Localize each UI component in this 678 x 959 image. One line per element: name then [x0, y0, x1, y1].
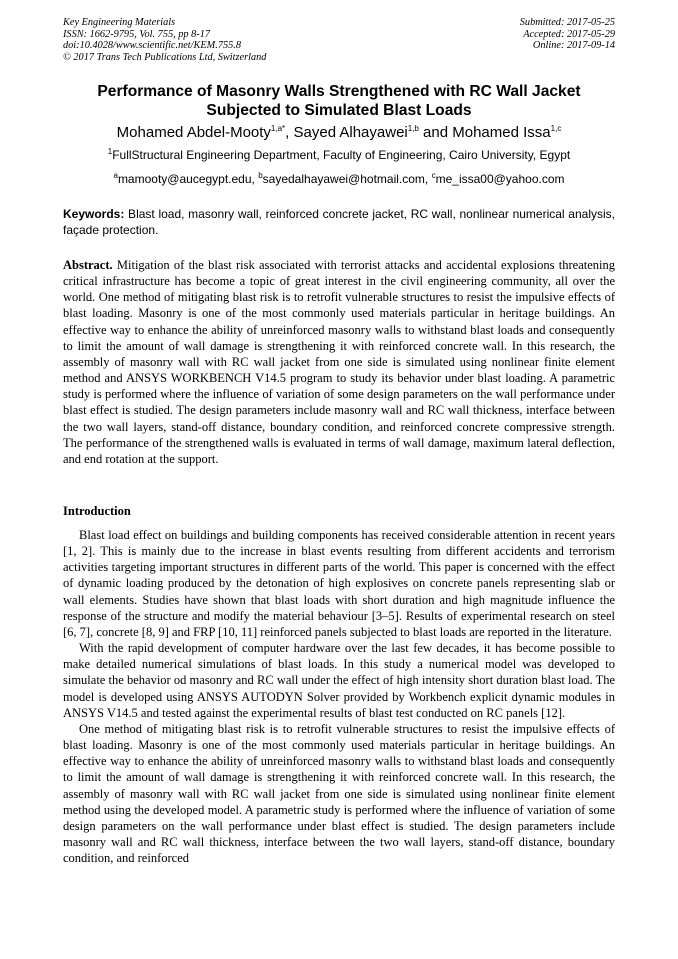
author-3-sup: 1,c	[550, 124, 562, 133]
abstract-text: Mitigation of the blast risk associated with terrorist attacks and accidental explosions threatening critical infrastructure has become a topic of great interest in the civil engineering community, all over the world. One method of mitigating blast risk is to retrofit vulnerable structures to resist the impulsive effects of blast loading. Masonry is one of the most commonly used materials particular in heritage buildings. An effective way to enhance the ability of unreinforced masonry walls to withstand blast loads and consequently to limit the amount of wall damage is strengthening it with reinforced concrete wall. In this research, the assembly of masonry wall with RC wall jacket from one side is simulated using nonlinear finite element method and ANSYS WORKBENCH V14.5 program to study its behavior under blast loading. A parametric study is performed where the influence of variation of some design parameters on the wall performance under blast effect is studied. The design parameters include masonry wall and RC wall thickness, interface between the two wall layers, stand-off distance, boundary condition, and reinforced concrete compressive strength. The performance of the strengthened walls is evaluated in terms of wall damage, maximum lateral deflection, and end rotation at the support.	[63, 258, 615, 466]
email-a-sup: a	[113, 171, 118, 180]
dates-info	[520, 17, 615, 52]
affiliation-sup: 1	[107, 147, 113, 156]
journal-name: Key Engineering Materials	[63, 17, 176, 28]
author-2: Sayed Alhayawei	[293, 124, 408, 141]
author-sep-1: ,	[285, 124, 294, 141]
author-sep-2: and	[418, 124, 453, 141]
title-line-1: Performance of Masonry Walls Strengthened with RC Wall Jacket	[97, 83, 581, 100]
journal-info	[63, 17, 266, 63]
email-c[interactable]: me_issa00@yahoo.com	[435, 172, 565, 186]
email-b[interactable]: sayedalhayawei@hotmail.com,	[262, 172, 432, 186]
author-list	[63, 124, 615, 142]
introduction-body	[63, 527, 615, 866]
author-1: Mohamed Abdel-Mooty	[116, 124, 271, 141]
keywords-label: Keywords:	[63, 207, 125, 221]
author-3: Mohamed Issa	[452, 124, 551, 141]
abstract-label: Abstract.	[63, 258, 113, 272]
keywords-text: Blast load, masonry wall, reinforced concrete jacket, RC wall, nonlinear numerical analysis, façade protection.	[63, 207, 615, 237]
email-c-sup: c	[431, 171, 436, 180]
email-a[interactable]: mamooty@aucegypt.edu,	[117, 172, 259, 186]
abstract	[63, 257, 615, 467]
affiliation-text: FullStructural Engineering Department, Faculty of Engineering, Cairo University, Egypt	[112, 148, 571, 162]
keywords	[63, 206, 615, 238]
doi: doi:10.4028/www.scientific.net/KEM.755.8	[63, 40, 241, 52]
intro-paragraph-2: With the rapid development of computer hardware over the last few decades, it has become possible to make detailed numerical simulations of blast loads. In this study a numerical model was developed to simulate the behavior od masonry and RC wall under the effect of high intensity short duration blast load. The model is developed using ANSYS AUTODYN Solver provided by Workbench explicit dynamic modules in ANSYS V14.5 and tested against the experimental results of blast test conducted on RC panels [12].	[63, 641, 615, 720]
email-list	[63, 172, 615, 187]
accepted-date: Accepted: 2017-05-29	[523, 28, 615, 40]
online-date: Online: 2017-09-14	[532, 40, 615, 52]
affiliation	[63, 148, 615, 163]
intro-paragraph-3: One method of mitigating blast risk is to retrofit vulnerable structures to resist the impulsive effects of blast loading. Masonry is one of the most commonly used materials particular in heritage buildings. An effective way to enhance the ability of unreinforced masonry walls to withstand blast loads and consequently to limit the amount of wall damage is strengthening it with reinforced concrete wall. In this research, the assembly of masonry wall with RC wall jacket from one side is simulated using nonlinear finite element method using the developed model. A parametric study is performed where the influence of variation of some design parameters on the wall performance under blast effect is studied. The design parameters include masonry wall and RC wall thickness, interface between the two wall layers, stand-off distance, boundary condition, and reinforced	[63, 721, 615, 866]
author-2-sup: 1,b	[407, 124, 419, 133]
introduction-heading: Introduction	[63, 504, 131, 518]
submitted-date: Submitted: 2017-05-25	[519, 17, 615, 28]
issn: ISSN: 1662-9795, Vol. 755, pp 8-17	[63, 28, 211, 40]
author-1-sup: 1,a*	[270, 124, 286, 133]
paper-title	[63, 82, 615, 120]
copyright: © 2017 Trans Tech Publications Ltd, Switzerland	[63, 51, 267, 63]
intro-paragraph-1: Blast load effect on buildings and building components has received considerable attention in recent years [1, 2]. This is mainly due to the increase in blast events resulting from different accidents and terrorism activities targeting important structures in different parts of the world. This paper is concerned with the effect of dynamic loading produced by the detonation of high explosives on concrete panels representing slab or wall elements. Studies have shown that blast loads with short duration and high magnitude influence the response of the structure and modify the material behaviour [3–5]. Results of experimental research on steel [6, 7], concrete [8, 9] and FRP [10, 11] reinforced panels subjected to blast loads are reported in the literature.	[63, 528, 615, 639]
email-b-sup: b	[258, 171, 263, 180]
title-line-2: Subjected to Simulated Blast Loads	[206, 102, 472, 119]
